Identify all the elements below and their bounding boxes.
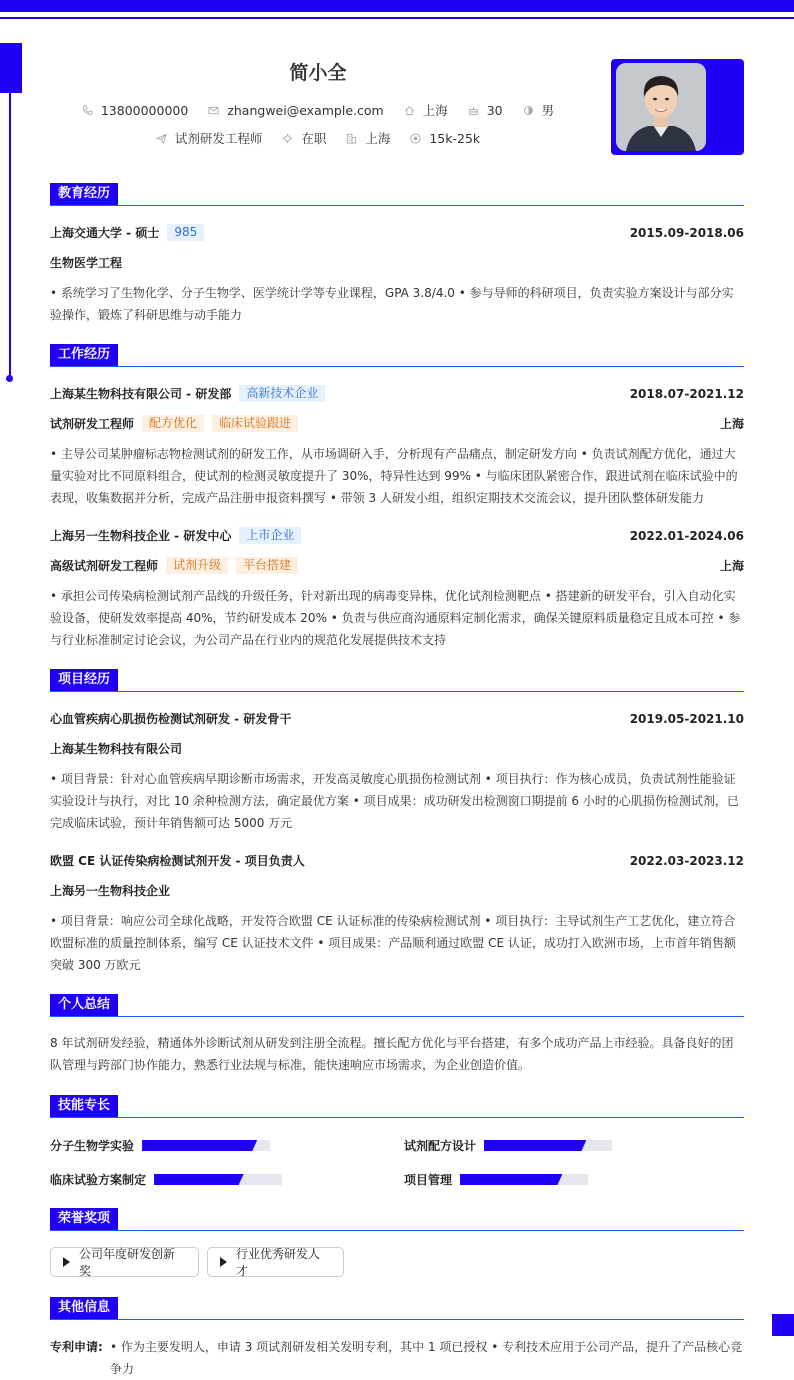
- age-item: [468, 103, 503, 118]
- company-name: 上海另一生物科技企业 - 研发中心: [50, 529, 232, 543]
- phone-number: 13800000000: [100, 102, 189, 118]
- status-icon: [282, 133, 293, 144]
- coin-icon: [410, 133, 421, 144]
- education-description: • 系统学习了生物化学、分子生物学、医学统计学等专业课程，GPA 3.8/4.0 • 参与导师的科研项目，负责实验方案设计与部分实验操作，锻炼了科研思维与动手能力: [50, 286, 734, 322]
- work-location: 上海: [719, 417, 744, 431]
- project-description: • 项目背景：针对心血管疾病早期诊断市场需求，开发高灵敏度心肌损伤检测试剂 • 项目执行：作为核心成员，负责试剂性能验证实验设计与执行，对比 10 余种检测方法，确定最优方案 • 项目成果：成功研发出检测窗口期提前 6 小时的心肌损伤检测试剂，已完成临床试验，预计年销售额可达 5000 万元: [50, 772, 739, 830]
- job-title: 高级试剂研发工程师: [50, 559, 159, 573]
- section-title: 其他信息: [50, 1297, 118, 1319]
- skill-item: [50, 1137, 270, 1154]
- project-org: 上海某生物科技有限公司: [50, 742, 183, 756]
- contact-row: [0, 101, 636, 119]
- skill-tag: 配方优化: [142, 415, 204, 432]
- company-tag: 上市企业: [239, 527, 301, 544]
- award-name: 行业优秀研发人才: [236, 1247, 321, 1278]
- candidate-name: 简小全: [289, 62, 347, 84]
- send-icon: [156, 133, 167, 144]
- work-header: [50, 527, 744, 544]
- city-item: [404, 101, 448, 119]
- work-description: • 承担公司传染病检测试剂产品线的升级任务，针对新出现的病毒变异株，优化试剂检测靶点 • 搭建新的研发平台，引入自动化实验设备，使研发效率提高 40%，节约研发成本 20% • 负责与供应商沟通原料定制化需求，确保关键原料质量稳定且成本可控 • 参与行业标准制定讨论会议，为公司产品在行业内的规范化发展提供技术支持: [50, 589, 741, 647]
- project-description: • 项目背景：响应公司全球化战略，开发符合欧盟 CE 认证标准的传染病检测试剂 • 项目执行：主导试剂生产工艺优化，建立符合欧盟标准的质量控制体系，编写 CE 认证技术文件 • 项目成果：产品顺利通过欧盟 CE 认证，成功打入欧洲市场，上市首年销售额突破 300 万欧元: [50, 914, 736, 972]
- section-other: [50, 1297, 744, 1320]
- skill-tag: 平台搭建: [236, 557, 298, 574]
- other-label: 专利申请:: [50, 1340, 103, 1354]
- other-text: • 作为主要发明人，申请 3 项试剂研发相关发明专利，其中 1 项已授权 • 专利技术应用于公司产品，提升了产品核心竞争力: [110, 1340, 743, 1376]
- company-name: 上海某生物科技有限公司 - 研发部: [50, 387, 232, 401]
- skill-level: [142, 1140, 257, 1151]
- work-title-row: [50, 557, 744, 574]
- award-name: 公司年度研发创新奖: [79, 1247, 176, 1278]
- skill-name: 项目管理: [404, 1173, 453, 1187]
- city: 上海: [422, 103, 448, 118]
- project-date: 2022.03-2023.12: [629, 853, 744, 868]
- play-icon: [63, 1257, 70, 1267]
- award-badge: [207, 1247, 344, 1277]
- school-tag: 985: [167, 224, 204, 241]
- section-summary: [50, 994, 744, 1017]
- project-date: 2019.05-2021.10: [629, 711, 744, 726]
- email-address: zhangwei@example.com: [227, 102, 384, 118]
- section-skills: [50, 1095, 744, 1118]
- award-badge: [50, 1247, 199, 1277]
- education-major-row: [50, 254, 744, 271]
- other-info-row: [50, 1336, 744, 1380]
- work-location: 上海: [719, 559, 744, 573]
- target-city-item: [346, 129, 390, 147]
- skill-item: [404, 1137, 612, 1154]
- skill-level: [154, 1174, 244, 1185]
- section-work: [50, 344, 744, 367]
- education-date: 2015.09-2018.06: [629, 225, 744, 240]
- section-title: 项目经历: [50, 669, 118, 691]
- building-icon: [346, 133, 357, 144]
- gender: 男: [541, 103, 555, 118]
- project-name: 心血管疾病心肌损伤检测试剂研发 - 研发骨干: [50, 712, 292, 726]
- skill-bar: [154, 1174, 282, 1185]
- skill-bar: [460, 1174, 588, 1185]
- school-name: 上海交通大学 - 硕士: [50, 226, 160, 240]
- skill-name: 临床试验方案制定: [50, 1173, 147, 1187]
- job-title: 试剂研发工程师: [50, 417, 135, 431]
- skill-item: [50, 1171, 282, 1188]
- skill-level: [460, 1174, 562, 1185]
- major: 生物医学工程: [50, 256, 123, 270]
- company-tag: 高新技术企业: [239, 385, 325, 402]
- section-projects: [50, 669, 744, 692]
- play-icon: [220, 1257, 227, 1267]
- target-city: 上海: [365, 131, 391, 146]
- left-accent-dot: [6, 375, 13, 382]
- age: 30: [486, 102, 503, 118]
- project-org: 上海另一生物科技企业: [50, 884, 171, 898]
- skill-name: 分子生物学实验: [50, 1139, 135, 1153]
- phone-icon: [82, 105, 93, 116]
- summary-text: 8 年试剂研发经验，精通体外诊断试剂从研发到注册全流程。擅长配方优化与平台搭建，有多个成功产品上市经验。具备良好的团队管理与跨部门协作能力，熟悉行业法规与标准，能快速响应市场需求，为企业创造价值。: [50, 1036, 734, 1072]
- skill-bar: [484, 1140, 612, 1151]
- job-intent-row: [0, 129, 636, 147]
- phone-item: [82, 103, 188, 118]
- project-header: [50, 852, 744, 869]
- work-header: [50, 385, 744, 402]
- gender-icon: [523, 105, 534, 116]
- top-accent-bar: [0, 0, 794, 12]
- position-item: [156, 129, 263, 147]
- salary-item: [410, 131, 480, 146]
- right-accent-block: [772, 1314, 794, 1336]
- work-title-row: [50, 415, 744, 432]
- section-title: 个人总结: [50, 994, 118, 1016]
- project-org-row: [50, 882, 744, 899]
- project-header: [50, 710, 744, 727]
- work-date: 2022.01-2024.06: [629, 528, 744, 543]
- top-accent-line: [0, 17, 794, 19]
- skill-bar: [142, 1140, 270, 1151]
- profile-photo: [616, 63, 706, 151]
- skill-tag: 临床试验跟进: [212, 415, 298, 432]
- target-position: 试剂研发工程师: [174, 131, 263, 146]
- home-icon: [404, 105, 415, 116]
- section-title: 教育经历: [50, 183, 118, 205]
- work-description: • 主导公司某肿瘤标志物检测试剂的研发工作，从市场调研入手，分析现有产品痛点，制定研发方向 • 负责试剂配方优化，通过大量实验对比不同原料组合，使试剂的检测灵敏度提升了 30%，特异性达到 99% • 与临床团队紧密合作，跟进试剂在临床试验中的表现，收集数据并分析，完成产品注册申报资料撰写 • 带领 3 人研发小组，组织定期技术交流会议，提升团队整体研发能力: [50, 447, 738, 505]
- section-awards: [50, 1208, 744, 1231]
- section-title: 工作经历: [50, 344, 118, 366]
- work-status: 在职: [301, 131, 327, 146]
- photo-frame: [611, 59, 744, 155]
- email-item: [208, 103, 383, 118]
- skill-item: [404, 1171, 588, 1188]
- skill-level: [484, 1140, 586, 1151]
- mail-icon: [208, 105, 219, 116]
- salary-range: 15k-25k: [429, 130, 481, 146]
- section-title: 荣誉奖项: [50, 1208, 118, 1230]
- section-title: 技能专长: [50, 1095, 118, 1117]
- education-header: [50, 224, 744, 241]
- gender-item: [523, 101, 555, 119]
- status-item: [282, 129, 326, 147]
- cake-icon: [468, 105, 479, 116]
- skill-tag: 试剂升级: [166, 557, 228, 574]
- skill-name: 试剂配方设计: [404, 1139, 477, 1153]
- section-education: [50, 183, 744, 206]
- work-date: 2018.07-2021.12: [629, 386, 744, 401]
- project-org-row: [50, 740, 744, 757]
- project-name: 欧盟 CE 认证传染病检测试剂开发 - 项目负责人: [50, 854, 305, 868]
